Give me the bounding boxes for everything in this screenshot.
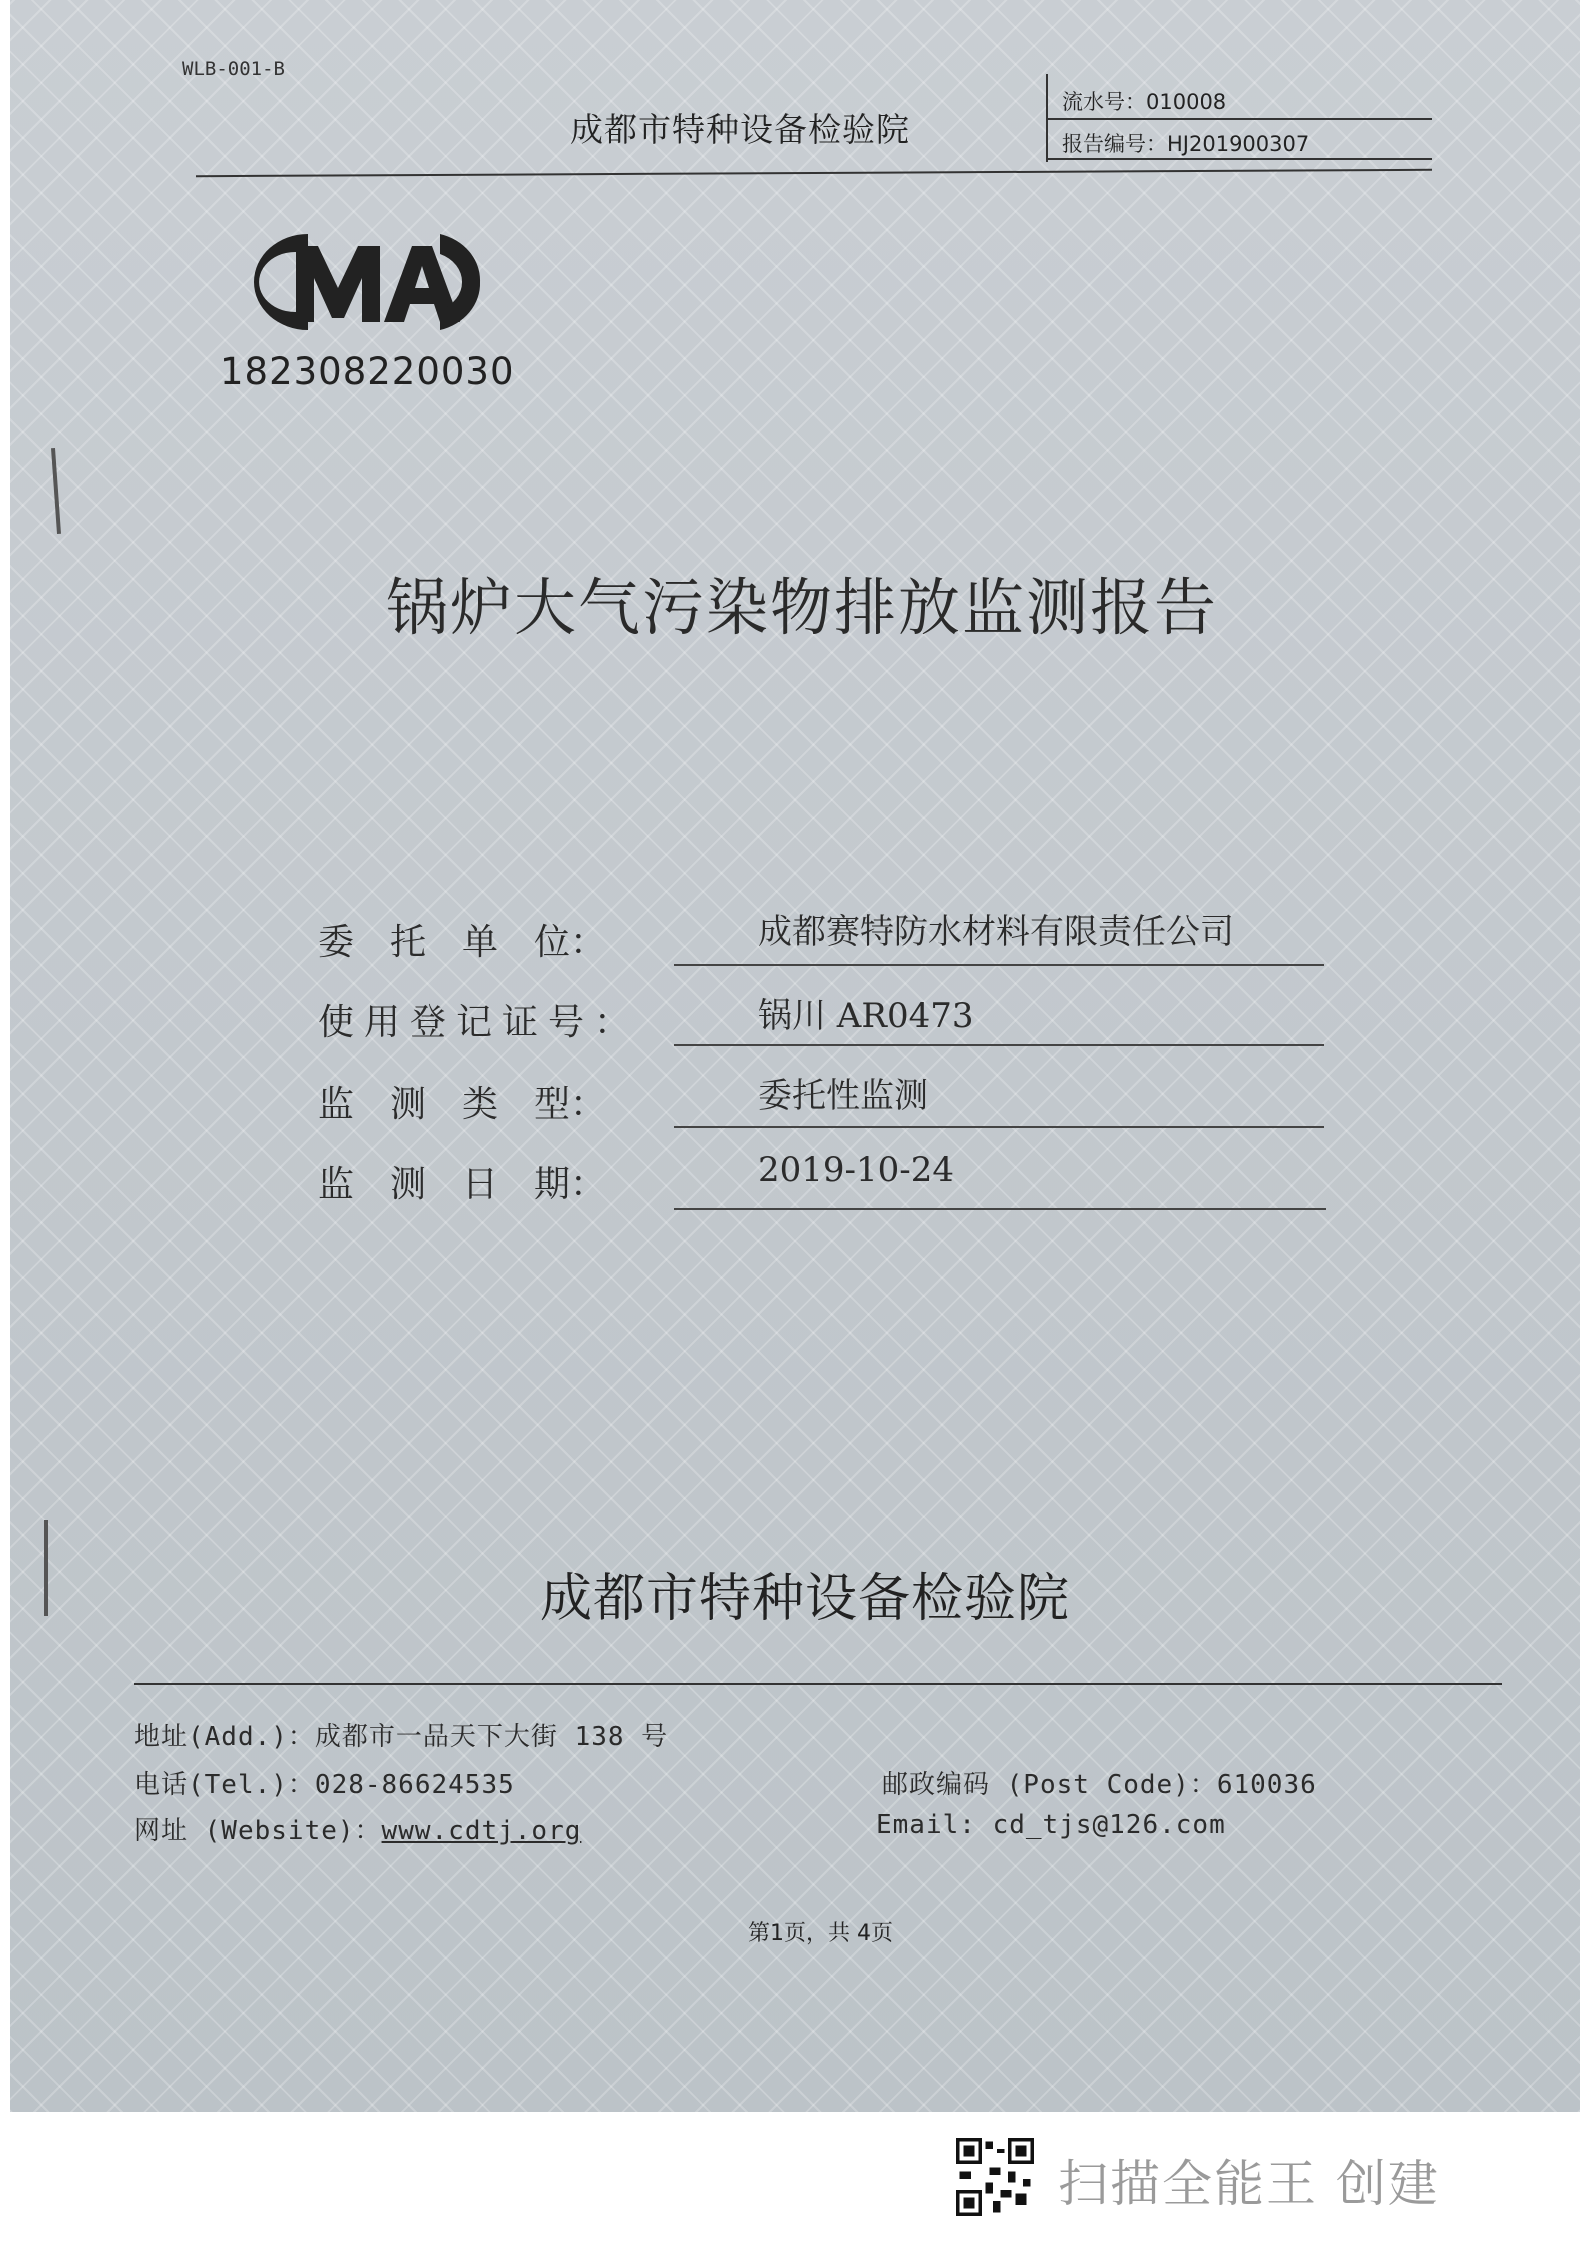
serial-box	[1046, 74, 1432, 162]
binding-mark-top	[51, 448, 61, 534]
field-value-date: 2019-10-24	[758, 1150, 955, 1190]
serial-number: 流水号：010008	[1062, 90, 1227, 114]
field-rule-client	[674, 964, 1324, 966]
serial-bottom-line	[1048, 158, 1432, 160]
report-title: 锅炉大气污染物排放监测报告	[386, 571, 1219, 644]
field-rule-registration	[674, 1044, 1324, 1046]
website-link[interactable]: www.cdtj.org	[381, 1816, 582, 1846]
postcode-line: 邮政编码 (Post Code)：610036	[882, 1770, 1317, 1800]
field-value-registration: 锅川 AR0473	[758, 996, 974, 1036]
email-line: Email: cd_tjs@126.com	[876, 1810, 1226, 1840]
scanner-watermark-text: 扫描全能王 创建	[1058, 2155, 1440, 2213]
field-label-client: 委 托 单 位：	[318, 922, 607, 963]
website-line	[134, 1810, 581, 1847]
website-label: 网址 (Website)：	[134, 1816, 382, 1846]
footer-rule	[134, 1683, 1502, 1685]
qr-code-icon	[956, 2138, 1034, 2216]
scanner-watermark	[956, 2136, 1456, 2216]
field-rule-date	[674, 1208, 1326, 1210]
field-value-type: 委托性监测	[758, 1076, 928, 1116]
document-page	[10, 0, 1580, 2112]
report-number: 报告编号：HJ201900307	[1062, 132, 1310, 156]
cma-number: 182308220030	[220, 350, 515, 393]
footer-org-name: 成都市特种设备检验院	[540, 1569, 1071, 1629]
cma-logo	[234, 222, 484, 342]
field-label-registration: 使用登记证号：	[318, 1002, 641, 1043]
field-label-type: 监 测 类 型：	[318, 1084, 607, 1125]
form-code: WLB-001-B	[182, 58, 285, 80]
phone-line: 电话(Tel.)：028-86624535	[134, 1770, 515, 1800]
field-label-date: 监 测 日 期：	[318, 1164, 607, 1205]
header-org-name: 成都市特种设备检验院	[570, 110, 910, 149]
header-rule	[196, 169, 1432, 177]
field-value-client: 成都赛特防水材料有限责任公司	[758, 912, 1234, 952]
field-rule-type	[674, 1126, 1324, 1128]
binding-mark-bottom	[44, 1520, 48, 1616]
serial-divider	[1048, 118, 1432, 120]
address-line: 地址(Add.)：成都市一品天下大街 138 号	[134, 1722, 669, 1752]
page-indicator: 第1页，共 4页	[748, 1921, 893, 1946]
